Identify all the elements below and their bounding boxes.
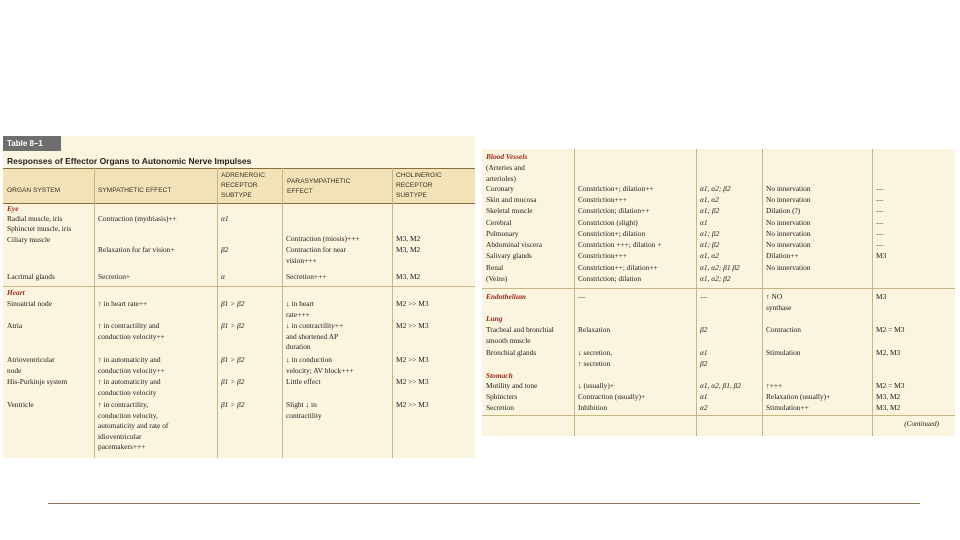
symp-radial: Contraction (mydriasis)++ bbox=[98, 214, 177, 223]
symp-abdominal: Constriction +++; dilation + bbox=[578, 240, 662, 249]
para-his-purkinje: Little effect bbox=[286, 377, 321, 386]
bottom-rule bbox=[48, 503, 920, 504]
para-skeletal: Dilation (?) bbox=[766, 206, 801, 215]
organ-secretion: Secretion bbox=[486, 403, 514, 412]
organ-av-node: Atrioventricular node bbox=[7, 355, 55, 375]
organ-ciliary: Ciliary muscle bbox=[7, 235, 51, 244]
adr-atria: β1 > β2 bbox=[221, 321, 245, 330]
row-divider bbox=[482, 415, 955, 416]
chol-salivary: M3 bbox=[876, 251, 887, 260]
chol-abdominal: — bbox=[876, 240, 884, 249]
chol-coronary: — bbox=[876, 184, 884, 193]
chol-sa-node: M2 >> M3 bbox=[396, 299, 429, 308]
adr-av-node: β1 > β2 bbox=[221, 355, 245, 364]
para-secretion: Stimulation++ bbox=[766, 403, 809, 412]
col-divider bbox=[94, 168, 95, 458]
row-divider bbox=[3, 286, 475, 287]
table-label: Table 8–1 bbox=[3, 136, 61, 151]
symp-veins: Constriction; dilation bbox=[578, 274, 642, 283]
continued-note: (Continued) bbox=[904, 420, 939, 428]
chol-atria: M2 >> M3 bbox=[396, 321, 429, 330]
symp-pulmonary: Constriction+; dilation bbox=[578, 229, 646, 238]
symp-motility: ↓ (usually)+ bbox=[578, 381, 614, 390]
para-ciliary: Contraction for near vision+++ bbox=[286, 245, 346, 265]
organ-pulmonary: Pulmonary bbox=[486, 229, 519, 238]
symp-ciliary: Relaxation for far vision+ bbox=[98, 245, 175, 254]
para-sa-node: ↓ in heart rate+++ bbox=[286, 299, 314, 319]
adr-sa-node: β1 > β2 bbox=[221, 299, 245, 308]
para-tracheal: Contraction bbox=[766, 325, 801, 334]
organ-skeletal: Skeletal muscle bbox=[486, 206, 533, 215]
organ-coronary: Coronary bbox=[486, 184, 514, 193]
chol-skin: — bbox=[876, 195, 884, 204]
symp-secretion: Inhibition bbox=[578, 403, 608, 412]
organ-cerebral: Cerebral bbox=[486, 218, 512, 227]
para-endothelium: ↑ NO synthase bbox=[766, 292, 792, 312]
chol-endothelium: M3 bbox=[876, 292, 887, 301]
adr-cerebral: α1 bbox=[700, 218, 708, 227]
chol-pulmonary: — bbox=[876, 229, 884, 238]
para-abdominal: No innervation bbox=[766, 240, 811, 249]
col-divider bbox=[696, 149, 697, 436]
adr-bronchial-glands: α1 β2 bbox=[700, 348, 708, 368]
chol-ciliary: M3, M2 bbox=[396, 245, 421, 254]
symp-bronchial-glands: ↓ secretion, ↑ secretion bbox=[578, 348, 613, 368]
col-divider bbox=[574, 149, 575, 436]
adr-tracheal: β2 bbox=[700, 325, 708, 334]
adr-coronary: α1, α2; β2 bbox=[700, 184, 731, 193]
section-blood-vessels: Blood Vessels bbox=[486, 152, 528, 161]
chol-motility: M2 = M3 bbox=[876, 381, 905, 390]
organ-sphincters: Sphincters bbox=[486, 392, 518, 401]
chol-tracheal: M2 = M3 bbox=[876, 325, 905, 334]
section-heart: Heart bbox=[7, 288, 25, 297]
col-divider bbox=[282, 168, 283, 458]
para-av-node: ↓ in conduction velocity; AV block+++ bbox=[286, 355, 354, 375]
organ-abdominal: Abdominal viscera bbox=[486, 240, 543, 249]
symp-sa-node: ↑ in heart rate++ bbox=[98, 299, 148, 308]
adr-ciliary: β2 bbox=[221, 245, 229, 254]
symp-coronary: Constriction+; dilation++ bbox=[578, 184, 654, 193]
symp-skeletal: Constriction; dilation++ bbox=[578, 206, 650, 215]
adr-sphincters: α1 bbox=[700, 392, 708, 401]
organ-sphincter: Sphincter muscle, iris bbox=[7, 224, 72, 233]
section-eye: Eye bbox=[7, 204, 19, 213]
adr-skeletal: α1; β2 bbox=[700, 206, 720, 215]
symp-tracheal: Relaxation bbox=[578, 325, 611, 334]
adr-motility: α1, α2, β1, β2 bbox=[700, 381, 741, 390]
organ-skin: Skin and mucosa bbox=[486, 195, 537, 204]
adr-salivary: α1, α2 bbox=[700, 251, 719, 260]
table-title: Responses of Effector Organs to Autonomic Nerve Impulses bbox=[7, 156, 252, 166]
para-motility: ↑+++ bbox=[766, 381, 783, 390]
symp-his-purkinje: ↑ in automaticity and conduction velocity bbox=[98, 377, 161, 397]
para-cerebral: No innervation bbox=[766, 218, 811, 227]
section-endothelium: Endothelium bbox=[486, 292, 526, 301]
col-header-symp: SYMPATHETIC EFFECT bbox=[98, 187, 172, 194]
para-sphincter: Contraction (miosis)+++ bbox=[286, 234, 360, 243]
col-header-adr: ADRENERGIC RECEPTOR SUBTYPE bbox=[221, 172, 265, 199]
organ-renal: Renal bbox=[486, 263, 504, 272]
organ-atria: Atria bbox=[7, 321, 23, 330]
organ-radial: Radial muscle, iris bbox=[7, 214, 63, 223]
table-right-panel bbox=[482, 149, 955, 436]
symp-cerebral: Constriction (slight) bbox=[578, 218, 638, 227]
symp-av-node: ↑ in automaticity and conduction velocity++ bbox=[98, 355, 165, 375]
adr-secretion: α2 bbox=[700, 403, 708, 412]
organ-tracheal: Tracheal and bronchial smooth muscle bbox=[486, 325, 554, 345]
header-band bbox=[3, 168, 475, 204]
symp-atria: ↑ in contractility and conduction velocity++ bbox=[98, 321, 165, 341]
para-ventricle: Slight ↓ in contractility bbox=[286, 400, 322, 420]
adr-lacrimal: α bbox=[221, 272, 225, 281]
symp-renal: Constriction++; dilation++ bbox=[578, 263, 658, 272]
col-divider bbox=[392, 168, 393, 458]
chol-sphincter: M3, M2 bbox=[396, 234, 421, 243]
symp-endothelium: — bbox=[578, 292, 586, 301]
adr-veins: α1, α2; β2 bbox=[700, 274, 731, 283]
symp-lacrimal: Secretion+ bbox=[98, 272, 131, 281]
chol-lacrimal: M3, M2 bbox=[396, 272, 421, 281]
chol-av-node: M2 >> M3 bbox=[396, 355, 429, 364]
para-sphincters: Relaxation (usually)+ bbox=[766, 392, 831, 401]
organ-his-purkinje: His-Purkinje system bbox=[7, 377, 68, 386]
symp-salivary: Constriction+++ bbox=[578, 251, 628, 260]
organ-bronchial-glands: Bronchial glands bbox=[486, 348, 537, 357]
col-divider bbox=[217, 168, 218, 458]
adr-abdominal: α1; β2 bbox=[700, 240, 720, 249]
organ-salivary: Salivary glands bbox=[486, 251, 532, 260]
adr-skin: α1, α2 bbox=[700, 195, 719, 204]
symp-skin: Constriction+++ bbox=[578, 195, 628, 204]
organ-sa-node: Sinoatrial node bbox=[7, 299, 52, 308]
col-header-para: PARASYMPATHETIC EFFECT bbox=[287, 178, 351, 195]
adr-his-purkinje: β1 > β2 bbox=[221, 377, 245, 386]
chol-ventricle: M2 >> M3 bbox=[396, 400, 429, 409]
para-coronary: No innervation bbox=[766, 184, 811, 193]
col-divider bbox=[762, 149, 763, 436]
chol-his-purkinje: M2 >> M3 bbox=[396, 377, 429, 386]
organ-ventricle: Ventricle bbox=[7, 400, 34, 409]
section-lung: Lung bbox=[486, 314, 503, 323]
para-lacrimal: Secretion+++ bbox=[286, 272, 327, 281]
organ-veins: (Veins) bbox=[486, 274, 508, 283]
para-renal: No innervation bbox=[766, 263, 811, 272]
chol-cerebral: — bbox=[876, 218, 884, 227]
adr-pulmonary: α1; β2 bbox=[700, 229, 720, 238]
organ-arteries: (Arteries and arterioles) bbox=[486, 163, 525, 183]
row-divider bbox=[482, 288, 955, 289]
symp-ventricle: ↑ in contractility, conduction velocity, automaticity and rate of idioventricular pacemakers+++ bbox=[98, 400, 169, 451]
adr-ventricle: β1 > β2 bbox=[221, 400, 245, 409]
symp-sphincters: Contraction (usually)+ bbox=[578, 392, 646, 401]
para-atria: ↓ in contractility++ and shortened AP duration bbox=[286, 321, 344, 351]
col-divider bbox=[872, 149, 873, 436]
para-skin: No innervation bbox=[766, 195, 811, 204]
adr-radial: α1 bbox=[221, 214, 229, 223]
organ-motility: Motility and tone bbox=[486, 381, 538, 390]
chol-skeletal: — bbox=[876, 206, 884, 215]
chol-sphincters: M3, M2 bbox=[876, 392, 901, 401]
col-header-organ: ORGAN SYSTEM bbox=[7, 187, 61, 194]
section-stomach: Stomach bbox=[486, 371, 513, 380]
chol-bronchial-glands: M2, M3 bbox=[876, 348, 901, 357]
para-pulmonary: No innervation bbox=[766, 229, 811, 238]
table-left-panel bbox=[3, 136, 475, 458]
organ-lacrimal: Lacrimal glands bbox=[7, 272, 55, 281]
adr-endothelium: — bbox=[700, 292, 708, 301]
para-bronchial-glands: Stimulation bbox=[766, 348, 801, 357]
para-salivary: Dilation++ bbox=[766, 251, 799, 260]
chol-secretion: M3, M2 bbox=[876, 403, 901, 412]
adr-renal: α1, α2; β1 β2 bbox=[700, 263, 740, 272]
col-header-chol: CHOLINERGIC RECEPTOR SUBTYPE bbox=[396, 172, 442, 199]
